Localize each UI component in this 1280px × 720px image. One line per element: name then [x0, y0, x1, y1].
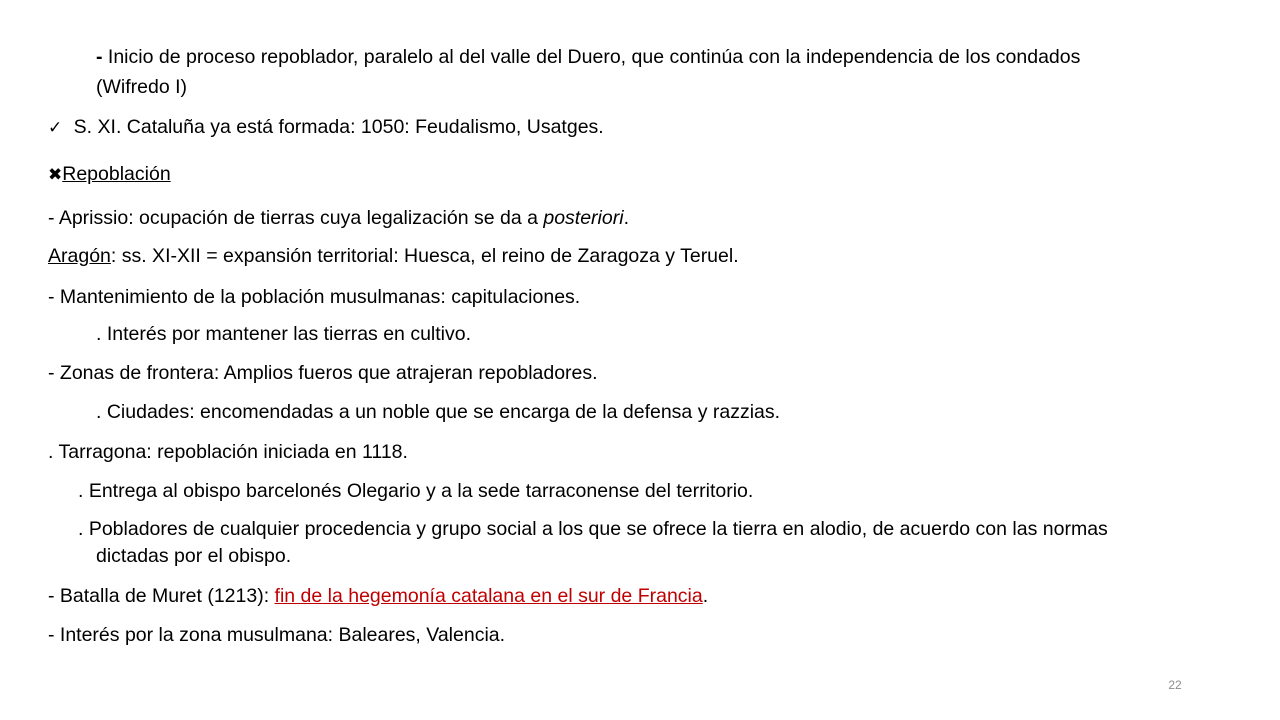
line-zonas-frontera: [48, 360, 598, 386]
line-ciudades: [96, 399, 780, 425]
line-text: - Mantenimiento de la población musulmanas: capitulaciones.: [48, 286, 581, 308]
section-heading: Repoblación: [62, 163, 171, 185]
line-muret: [48, 583, 708, 609]
line-text: dictadas por el obispo.: [96, 545, 292, 567]
line-interes-cultivo: [96, 321, 471, 347]
checkmark-icon: ✓: [48, 118, 63, 137]
underlined-term: Aragón: [48, 245, 111, 267]
line-text: - Interés por la zona musulmana: Baleares, Valencia.: [48, 624, 506, 646]
line-text: - Zonas de frontera: Amplios fueros que atrajeran repobladores.: [48, 362, 598, 384]
highlighted-phrase: fin de la hegemonía catalana en el sur de Francia: [274, 585, 703, 607]
line-text: - Aprissio: ocupación de tierras cuya legalización se da a: [48, 207, 544, 229]
cross-icon: ✖: [48, 165, 63, 184]
line-suffix: .: [702, 585, 709, 607]
line-text: : ss. XI-XII = expansión territorial: Huesca, el reino de Zaragoza y Teruel.: [110, 245, 739, 267]
line-text: . Interés por mantener las tierras en cultivo.: [96, 323, 472, 345]
line-text: (Wifredo I): [96, 76, 188, 98]
line-dictadas: [96, 543, 291, 569]
line-wifredo: [96, 74, 187, 100]
line-text: - Batalla de Muret (1213):: [48, 585, 275, 607]
line-entrega-obispo: [78, 478, 753, 504]
line-aprissio: [48, 205, 629, 231]
line-suffix: .: [623, 207, 629, 229]
page-number: 22: [1168, 678, 1182, 692]
line-inicio-proceso: [96, 44, 1080, 70]
italic-term: posteriori: [543, 207, 624, 229]
line-siglo-xi: [48, 114, 604, 141]
line-text: . Ciudades: encomendadas a un noble que se encarga de la defensa y razzias.: [96, 401, 781, 423]
line-aragon: [48, 243, 739, 269]
line-text: . Pobladores de cualquier procedencia y grupo social a los que se ofrece la tierra en alodio, de acuerdo con las normas: [78, 518, 1108, 540]
line-text: . Entrega al obispo barcelonés Olegario y a la sede tarraconense del territorio.: [78, 480, 754, 502]
line-text: Inicio de proceso repoblador, paralelo al del valle del Duero, que continúa con la independencia de los condados: [107, 46, 1081, 68]
line-text: . Tarragona: repoblación iniciada en 1118.: [48, 441, 408, 463]
line-tarragona: [48, 439, 408, 465]
line-zona-musulmana: [48, 622, 505, 648]
line-pobladores: [78, 516, 1108, 542]
line-repoblacion-heading: [48, 161, 171, 188]
line-mantenimiento: [48, 284, 580, 310]
line-text: S. XI. Cataluña ya está formada: 1050: Feudalismo, Usatges.: [73, 116, 604, 138]
dash-marker: -: [96, 46, 103, 68]
